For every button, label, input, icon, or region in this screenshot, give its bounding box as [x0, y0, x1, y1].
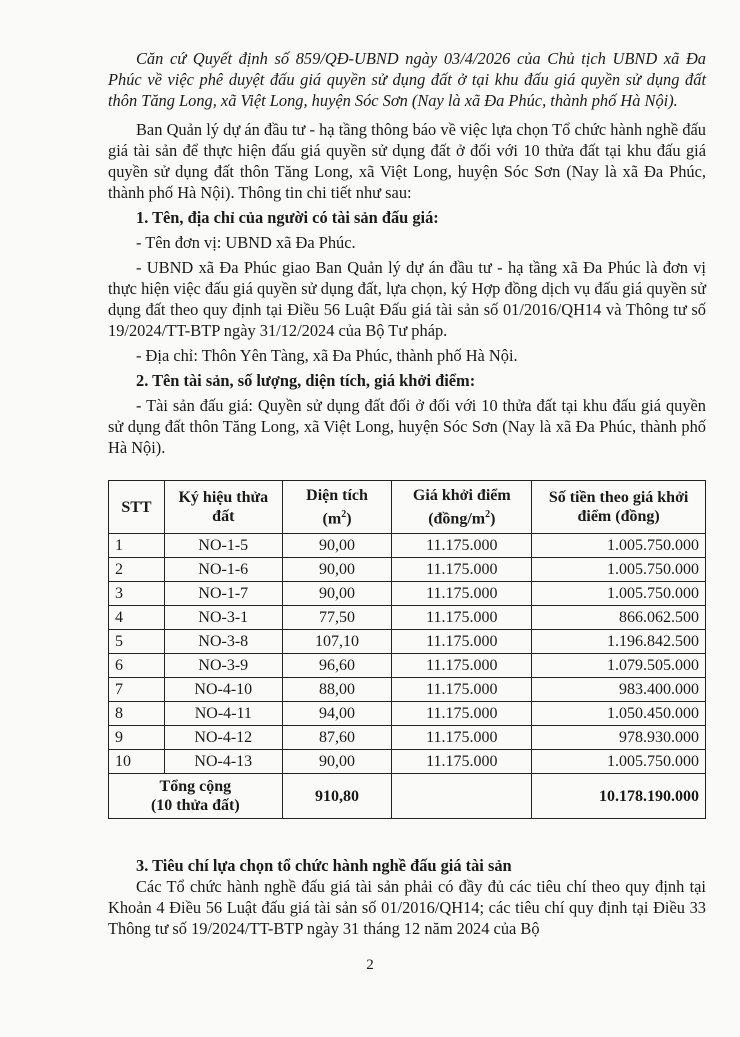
- page-number: 2: [366, 957, 374, 973]
- table-row: [109, 654, 706, 678]
- cell-plot: NO-3-8: [164, 630, 282, 654]
- table-row: [109, 750, 706, 774]
- cell-plot: NO-1-5: [164, 534, 282, 558]
- cell-total: 1.050.450.000: [532, 702, 706, 726]
- cell-price: 11.175.000: [392, 654, 532, 678]
- total-label: [109, 774, 283, 819]
- cell-stt: 3: [109, 582, 165, 606]
- cell-area: 88,00: [282, 678, 392, 702]
- header-plot: Ký hiệu thửa đất: [164, 481, 282, 534]
- cell-price: 11.175.000: [392, 678, 532, 702]
- cell-area: 77,50: [282, 606, 392, 630]
- cell-total: 1.079.505.000: [532, 654, 706, 678]
- cell-total: 1.005.750.000: [532, 750, 706, 774]
- assignment-paragraph: - UBND xã Đa Phúc giao Ban Quản lý dự án đầu tư - hạ tầng xã Đa Phúc là đơn vị thực hiện việc đấu giá quyền sử dụng đất, lựa chọn, ký Hợp đồng dịch vụ đấu giá quyền sử dụng đất theo quy định tại Điều 56 Luật Đấu giá tài sản số 01/2016/QH14 và Thông tư số 19/2024/TT-BTP ngày 31/12/2024 của Bộ Tư pháp.: [108, 258, 706, 340]
- table-header-row: [109, 481, 706, 534]
- table-row: [109, 678, 706, 702]
- total-amount: 10.178.190.000: [532, 774, 706, 819]
- cell-stt: 2: [109, 558, 165, 582]
- cell-stt: 7: [109, 678, 165, 702]
- cell-price: 11.175.000: [392, 630, 532, 654]
- cell-plot: NO-3-1: [164, 606, 282, 630]
- cell-area: 94,00: [282, 702, 392, 726]
- cell-plot: NO-4-13: [164, 750, 282, 774]
- cell-plot: NO-1-6: [164, 558, 282, 582]
- cell-total: 1.005.750.000: [532, 534, 706, 558]
- section3-body: Các Tổ chức hành nghề đấu giá tài sản phải có đầy đủ các tiêu chí theo quy định tại Khoản 4 Điều 56 Luật đấu giá tài sản số 01/2016/QH14; các tiêu chí quy định tại Điều 33 Thông tư số 19/2024/TT-BTP ngày 31 tháng 12 năm 2024 của Bộ: [108, 877, 706, 938]
- table-row: [109, 726, 706, 750]
- section2-heading: 2. Tên tài sản, số lượng, diện tích, giá khởi điểm:: [136, 371, 476, 390]
- table-total-row: [109, 774, 706, 819]
- cell-plot: NO-4-12: [164, 726, 282, 750]
- cell-plot: NO-4-10: [164, 678, 282, 702]
- table-body: [109, 534, 706, 774]
- cell-price: 11.175.000: [392, 534, 532, 558]
- cell-stt: 6: [109, 654, 165, 678]
- cell-price: 11.175.000: [392, 702, 532, 726]
- cell-total: 983.400.000: [532, 678, 706, 702]
- section1-heading: 1. Tên, địa chỉ của người có tài sản đấu giá:: [136, 208, 439, 227]
- section3-heading: 3. Tiêu chí lựa chọn tổ chức hành nghề đấu giá tài sản: [136, 856, 512, 875]
- cell-plot: NO-3-9: [164, 654, 282, 678]
- total-price-empty: [392, 774, 532, 819]
- header-price-main: Giá khởi điểm: [412, 486, 511, 504]
- cell-stt: 4: [109, 606, 165, 630]
- cell-area: 90,00: [282, 558, 392, 582]
- table-row: [109, 630, 706, 654]
- cell-area: 87,60: [282, 726, 392, 750]
- header-total: Số tiền theo giá khởi điểm (đồng): [532, 481, 706, 534]
- cell-total: 1.196.842.500: [532, 630, 706, 654]
- header-area-main: Diện tích: [306, 486, 368, 504]
- document-body: [108, 48, 706, 458]
- table-row: [109, 534, 706, 558]
- asset-description: - Tài sản đấu giá: Quyền sử dụng đất đối ở đối với 10 thửa đất tại khu đấu giá quyền sử dụng đất thôn Tăng Long, xã Việt Long, huyện Sóc Sơn (Nay là xã Đa Phúc, thành phố Hà Nội).: [108, 396, 706, 457]
- cell-price: 11.175.000: [392, 582, 532, 606]
- basis-paragraph: Căn cứ Quyết định số 859/QĐ-UBND ngày 03/4/2026 của Chủ tịch UBND xã Đa Phúc về việc phê duyệt đấu giá quyền sử dụng đất ở tại khu đấu giá quyền sử dụng đất thôn Tăng Long, xã Việt Long, huyện Sóc Sơn (Nay là xã Đa Phúc, thành phố Hà Nội).: [108, 49, 706, 110]
- section3: [108, 855, 706, 939]
- cell-area: 107,10: [282, 630, 392, 654]
- cell-plot: NO-1-7: [164, 582, 282, 606]
- cell-stt: 10: [109, 750, 165, 774]
- header-area-unit: (m: [322, 510, 342, 528]
- unit-name: - Tên đơn vị: UBND xã Đa Phúc.: [136, 233, 356, 252]
- header-area-close: ): [346, 510, 352, 528]
- header-price-sup: 2: [485, 508, 491, 520]
- total-label-line2: (10 thửa đất): [150, 797, 240, 814]
- cell-area: 90,00: [282, 750, 392, 774]
- header-price-unit: (đồng/m: [428, 510, 486, 528]
- table-row: [109, 702, 706, 726]
- cell-area: 96,60: [282, 654, 392, 678]
- cell-price: 11.175.000: [392, 606, 532, 630]
- table-row: [109, 558, 706, 582]
- cell-stt: 1: [109, 534, 165, 558]
- cell-area: 90,00: [282, 534, 392, 558]
- header-stt: STT: [109, 481, 165, 534]
- cell-stt: 9: [109, 726, 165, 750]
- total-label-line1: Tổng cộng: [159, 778, 232, 795]
- cell-stt: 5: [109, 630, 165, 654]
- notice-paragraph: Ban Quản lý dự án đầu tư - hạ tầng thông báo về việc lựa chọn Tổ chức hành nghề đấu giá tài sản để thực hiện đấu giá quyền sử dụng đất ở đối với 10 thửa đất tại khu đấu giá quyền sử dụng đất thôn Tăng Long, xã Việt Long, huyện Sóc Sơn (Nay là xã Đa Phúc, thành phố Hà Nội). Thông tin chi tiết như sau:: [108, 120, 706, 202]
- table-row: [109, 582, 706, 606]
- address-line: - Địa chỉ: Thôn Yên Tàng, xã Đa Phúc, thành phố Hà Nội.: [136, 346, 518, 365]
- cell-plot: NO-4-11: [164, 702, 282, 726]
- cell-price: 11.175.000: [392, 750, 532, 774]
- header-area: [282, 481, 392, 534]
- total-area: 910,80: [282, 774, 392, 819]
- header-price: [392, 481, 532, 534]
- cell-stt: 8: [109, 702, 165, 726]
- header-area-sup: 2: [341, 508, 347, 520]
- cell-price: 11.175.000: [392, 558, 532, 582]
- assets-table: [108, 480, 706, 819]
- cell-area: 90,00: [282, 582, 392, 606]
- header-price-close: ): [490, 510, 496, 528]
- cell-price: 11.175.000: [392, 726, 532, 750]
- table-row: [109, 606, 706, 630]
- cell-total: 1.005.750.000: [532, 558, 706, 582]
- cell-total: 866.062.500: [532, 606, 706, 630]
- cell-total: 1.005.750.000: [532, 582, 706, 606]
- cell-total: 978.930.000: [532, 726, 706, 750]
